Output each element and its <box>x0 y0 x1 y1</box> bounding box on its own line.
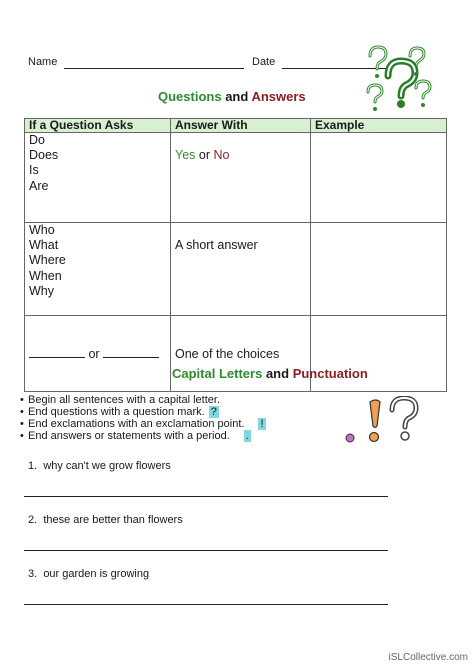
table-header: Answer With <box>171 119 311 133</box>
answer-line-3[interactable] <box>24 604 388 605</box>
example-cell[interactable] <box>311 223 447 316</box>
table-row <box>25 223 447 316</box>
question-words-cell: or <box>25 316 171 392</box>
name-label: Name <box>28 56 58 68</box>
answer-cell: A short answer <box>171 223 311 316</box>
list-item: • End answers or statements with a period. . <box>20 430 249 442</box>
exercise-3: 3. our garden is growing <box>28 568 150 580</box>
exclamation-highlight: ! <box>260 418 264 430</box>
question-words-cell: Who What Where When Why <box>25 223 171 316</box>
choice-blank[interactable] <box>103 347 159 358</box>
list-item: • End questions with a question mark. ? <box>20 406 217 418</box>
punctuation-rules-list <box>20 394 266 442</box>
answer-line-1[interactable] <box>24 496 388 497</box>
question-marks-icon <box>360 40 436 116</box>
table-header: Example <box>311 119 447 133</box>
exercise-1: 1. why can't we grow flowers <box>28 460 171 472</box>
period-highlight: . <box>245 430 249 442</box>
list-item: • End exclamations with an exclamation point. ! <box>20 418 264 430</box>
punctuation-marks-icon <box>342 396 420 446</box>
section-title-punctuation: Capital Letters and Punctuation <box>172 366 368 381</box>
date-label: Date <box>252 56 276 68</box>
name-blank[interactable] <box>64 68 244 69</box>
section-title-questions: Questions and Answers <box>158 89 306 104</box>
table-row <box>25 133 447 223</box>
exercise-2: 2. these are better than flowers <box>28 514 183 526</box>
list-item: • Begin all sentences with a capital letter. <box>20 394 221 406</box>
table-header: If a Question Asks <box>25 119 171 133</box>
answer-line-2[interactable] <box>24 550 388 551</box>
answer-cell: Yes or No <box>171 133 311 223</box>
footer-watermark: iSLCollective.com <box>388 652 468 663</box>
question-words-cell: Do Does Is Are <box>25 133 171 223</box>
question-answer-table <box>24 118 447 392</box>
choice-blank[interactable] <box>29 347 85 358</box>
question-mark-highlight: ? <box>210 406 217 418</box>
example-cell[interactable] <box>311 133 447 223</box>
answer-cell: One of the choices <box>171 316 311 392</box>
